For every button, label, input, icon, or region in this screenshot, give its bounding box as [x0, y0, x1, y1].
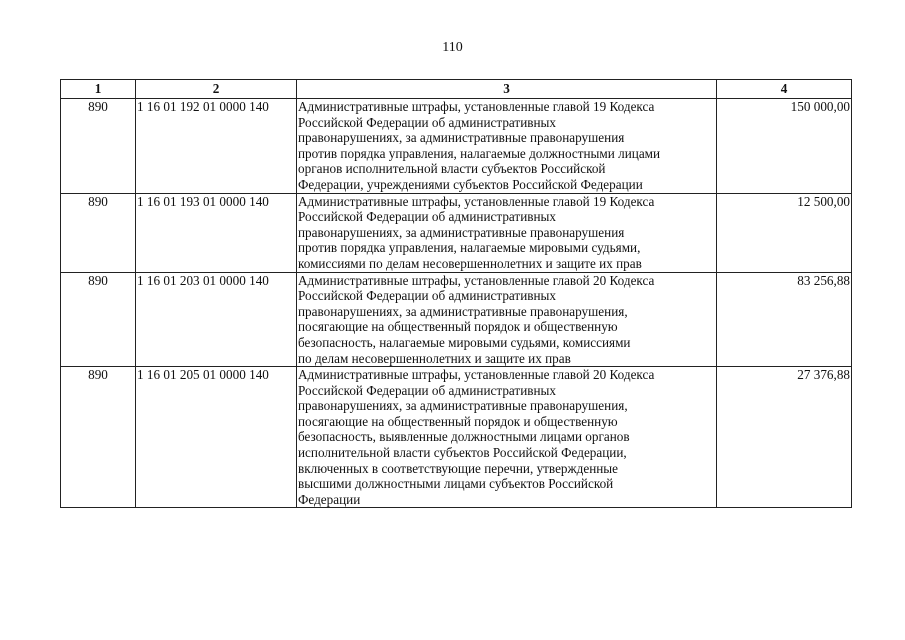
income-name-line: исполнительной власти субъектов Российской Федерации, — [298, 445, 627, 461]
income-name-line: правонарушениях, за административные правонарушения — [298, 224, 625, 240]
table-row — [61, 99, 852, 194]
income-name-line: Российской Федерации об административных — [298, 114, 556, 130]
income-name-line: Федерации — [298, 491, 361, 507]
income-name-line: посягающие на общественный порядок и общественную — [298, 413, 618, 429]
table-row — [61, 272, 852, 367]
page-number: 110 — [442, 40, 463, 55]
income-name-line: Административные штрафы, установленные главой 19 Кодекса — [298, 99, 655, 114]
income-name-line: против порядка управления, налагаемые должностными лицами — [298, 145, 661, 161]
amount-cell: 12 500,00 — [717, 193, 852, 272]
income-name-line: Российской Федерации об административных — [298, 382, 556, 398]
income-name-line: правонарушениях, за административные правонарушения, — [298, 398, 628, 414]
income-name-cell — [297, 272, 717, 367]
income-name-cell — [297, 367, 717, 508]
income-name-line: комиссиями по делам несовершеннолетних и защите их прав — [298, 255, 642, 271]
income-name-line: высшими должностными лицами субъектов Российской — [298, 476, 614, 492]
income-name-line: посягающие на общественный порядок и общественную — [298, 319, 618, 335]
admin-code-cell: 890 — [61, 367, 136, 508]
income-name-line: безопасность, налагаемые мировыми судьями, комиссиями — [298, 334, 631, 350]
column-header-2: 2 — [136, 80, 297, 99]
income-name-line: Административные штрафы, установленные главой 20 Кодекса — [298, 367, 655, 383]
admin-code-cell: 890 — [61, 99, 136, 194]
table-row — [61, 367, 852, 508]
admin-code-cell: 890 — [61, 193, 136, 272]
budget-code-cell: 1 16 01 203 01 0000 140 — [136, 272, 297, 367]
amount-cell: 27 376,88 — [717, 367, 852, 508]
income-name-cell — [297, 99, 717, 194]
income-name-cell — [297, 193, 717, 272]
income-name-line: Административные штрафы, установленные главой 20 Кодекса — [298, 272, 655, 288]
income-name-line: по делам несовершеннолетних и защите их прав — [298, 350, 571, 366]
income-name-line: органов исполнительной власти субъектов Российской — [298, 161, 606, 177]
income-name-line: Федерации, учреждениями субъектов Российской Федерации — [298, 176, 643, 192]
income-name-line: правонарушениях, за административные правонарушения, — [298, 303, 628, 319]
income-name-line: против порядка управления, налагаемые мировыми судьями, — [298, 240, 641, 256]
budget-code-cell: 1 16 01 205 01 0000 140 — [136, 367, 297, 508]
income-name-line: безопасность, выявленные должностными лицами органов — [298, 429, 630, 445]
column-header-4: 4 — [717, 80, 852, 99]
income-name-line: Российской Федерации об административных — [298, 288, 556, 304]
amount-cell: 150 000,00 — [717, 99, 852, 194]
table-row — [61, 193, 852, 272]
income-name-line: включенных в соответствующие перечни, утвержденные — [298, 460, 619, 476]
column-header-1: 1 — [61, 80, 136, 99]
budget-code-cell: 1 16 01 193 01 0000 140 — [136, 193, 297, 272]
column-header-3: 3 — [297, 80, 717, 99]
income-name-line: Административные штрафы, установленные главой 19 Кодекса — [298, 193, 655, 209]
income-name-line: Российской Федерации об административных — [298, 209, 556, 225]
budget-code-cell: 1 16 01 192 01 0000 140 — [136, 99, 297, 194]
table-header-row — [61, 80, 852, 99]
admin-code-cell: 890 — [61, 272, 136, 367]
income-name-line: правонарушениях, за административные правонарушения — [298, 130, 625, 146]
budget-table — [60, 79, 852, 508]
amount-cell: 83 256,88 — [717, 272, 852, 367]
